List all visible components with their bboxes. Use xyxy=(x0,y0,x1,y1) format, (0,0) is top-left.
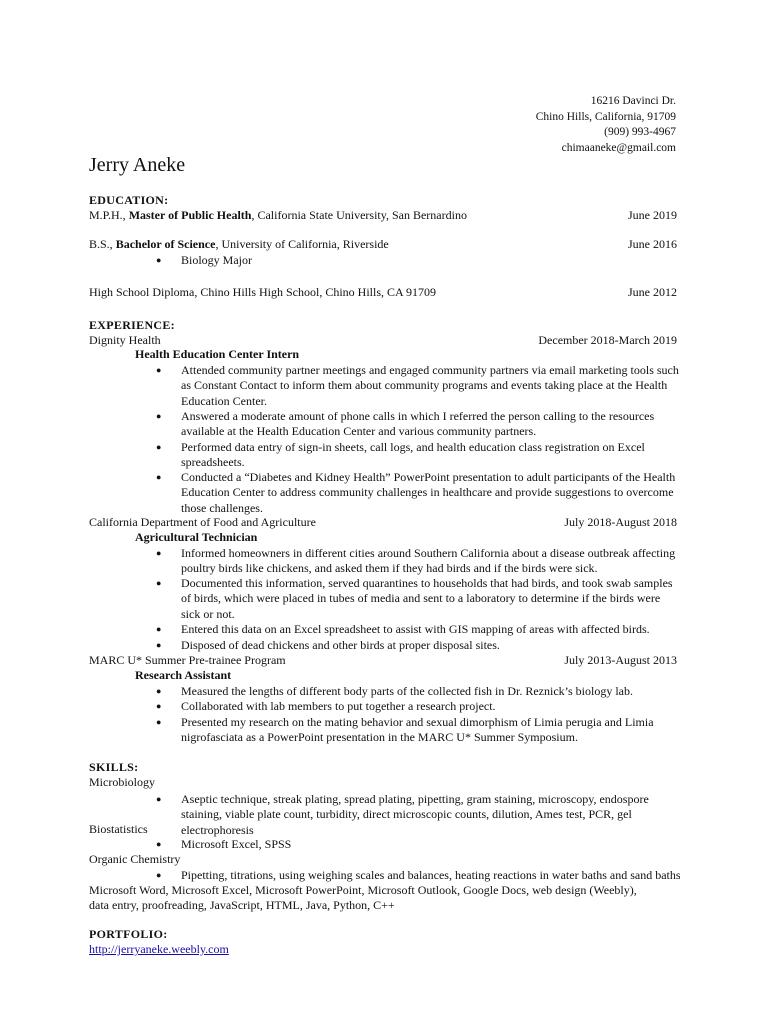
bs-prefix: B.S., xyxy=(89,237,116,251)
job-bullet xyxy=(156,699,681,714)
job-bullet xyxy=(156,576,681,622)
hs-text: High School Diploma, Chino Hills High School, Chino Hills, CA 91709 xyxy=(89,285,437,299)
software-skills-line-1: Microsoft Word, Microsoft Excel, Microsoft PowerPoint, Microsoft Outlook, Google Docs, web design (Weebly), xyxy=(89,883,637,897)
job-bullet xyxy=(156,684,681,699)
contact-street: 16216 Davinci Dr. xyxy=(590,95,676,107)
job-bullet-text: Conducted a “Diabetes and Kidney Health” PowerPoint presentation to adult participants of the Health Education Center to address community challenges in healthcare and provide suggestions to overcome those challenges. xyxy=(181,470,676,515)
portfolio-heading: PORTFOLIO: xyxy=(89,927,168,941)
bullet-icon: ● xyxy=(156,548,162,558)
skill-item-text: Pipetting, titrations, using weighing scales and balances, heating reactions in water baths and sand baths xyxy=(181,868,681,882)
bullet-icon: ● xyxy=(156,578,162,588)
job-bullet-text: Presented my research on the mating behavior and sexual dimorphism of Limia perugia and Limia nigrofasciata as a PowerPoint presentation in the MARC U* Summer Symposium. xyxy=(181,715,654,745)
bullet-icon: ● xyxy=(156,411,162,421)
bullet-icon: ● xyxy=(156,717,162,727)
skill-item xyxy=(156,868,681,883)
bullet-icon: ● xyxy=(156,624,162,634)
job-bullet xyxy=(156,409,681,440)
job-org: California Department of Food and Agriculture xyxy=(89,515,316,529)
job-bullet xyxy=(156,546,681,577)
job-bullet-text: Answered a moderate amount of phone calls in which I referred the person calling to the resources available at the Health Education Center and various community partners. xyxy=(181,409,655,439)
hs-date: June 2012 xyxy=(628,285,677,299)
contact-email: chimaaneke@gmail.com xyxy=(561,141,676,154)
bullet-icon: ● xyxy=(156,870,162,880)
skills-heading: SKILLS: xyxy=(89,760,139,774)
job-bullet-text: Disposed of dead chickens and other birds at proper disposal sites. xyxy=(181,638,500,652)
bullet-icon: ● xyxy=(156,365,162,375)
job-bullet-text: Informed homeowners in different cities around Southern California about a disease outbreak affecting poultry birds like chickens, and asked them if they had birds and if the birds were sick. xyxy=(181,546,676,576)
bs-school: , University of California, Riverside xyxy=(215,237,389,251)
contact-phone: (909) 993-4967 xyxy=(604,126,676,138)
skill-item xyxy=(156,837,681,852)
job-org: Dignity Health xyxy=(89,333,161,347)
mph-date: June 2019 xyxy=(628,208,677,222)
job-bullet xyxy=(156,638,681,653)
job-org: MARC U* Summer Pre-trainee Program xyxy=(89,653,286,667)
job-header xyxy=(89,515,677,530)
portfolio-link[interactable]: http://jerryaneke.weebly.com xyxy=(89,942,229,956)
skill-item-text: Aseptic technique, streak plating, spread plating, pipetting, gram staining, microscopy, endospore staining, viable plate count, turbidity, direct microscopic counts, dilution, Ames test, PCR, gel electrophoresis xyxy=(181,792,649,837)
job-bullet xyxy=(156,363,681,409)
job-bullet-text: Entered this data on an Excel spreadsheet to assist with GIS mapping of areas with affected birds. xyxy=(181,622,650,636)
education-hs xyxy=(89,285,677,300)
bullet-icon: ● xyxy=(156,839,162,849)
contact-city: Chino Hills, California, 91709 xyxy=(535,110,676,123)
education-mph xyxy=(89,208,677,223)
software-skills-line-2: data entry, proofreading, JavaScript, HTML, Java, Python, C++ xyxy=(89,898,395,912)
job-bullet xyxy=(156,715,681,746)
education-bs xyxy=(89,237,677,252)
job-dates: July 2018-August 2018 xyxy=(564,515,677,529)
skill-category-microbiology: Microbiology xyxy=(89,775,155,789)
job-bullet-text: Measured the lengths of different body parts of the collected fish in Dr. Reznick’s biology lab. xyxy=(181,684,633,698)
job-bullet-text: Performed data entry of sign-in sheets, call logs, and health education class registration on Excel spreadsheets. xyxy=(181,440,645,470)
bs-major: Biology Major xyxy=(181,253,252,267)
contact-block xyxy=(536,94,676,156)
mph-school: , California State University, San Bernardino xyxy=(251,208,467,222)
job-dates: December 2018-March 2019 xyxy=(538,333,677,347)
bullet-icon: ● xyxy=(156,640,162,650)
job-bullet xyxy=(156,622,681,637)
bullet-icon: ● xyxy=(156,255,162,265)
job-dates: July 2013-August 2013 xyxy=(564,653,677,667)
education-heading: EDUCATION: xyxy=(89,193,169,207)
bs-degree: Bachelor of Science xyxy=(115,237,216,251)
skill-category-organic-chemistry: Organic Chemistry xyxy=(89,852,181,866)
mph-degree: Master of Public Health xyxy=(128,208,252,222)
skill-item-text: Microsoft Excel, SPSS xyxy=(181,837,292,851)
job-bullet-text: Collaborated with lab members to put together a research project. xyxy=(181,699,496,713)
bullet-icon: ● xyxy=(156,686,162,696)
skill-item xyxy=(156,792,681,838)
job-bullet xyxy=(156,470,681,516)
experience-heading: EXPERIENCE: xyxy=(89,318,175,332)
skill-category-biostatistics: Biostatistics xyxy=(89,822,148,836)
bullet-icon: ● xyxy=(156,472,162,482)
job-role: Agricultural Technician xyxy=(135,530,258,544)
bullet-icon: ● xyxy=(156,701,162,711)
bs-date: June 2016 xyxy=(628,237,677,251)
candidate-name: Jerry Aneke xyxy=(89,154,186,176)
job-header xyxy=(89,653,677,668)
job-bullet-text: Attended community partner meetings and engaged community partners via email marketing tools such as Constant Contact to inform them about community programs and events taking place at the Health Education Center. xyxy=(181,363,679,408)
job-role: Research Assistant xyxy=(135,668,232,682)
bullet-icon: ● xyxy=(156,794,162,804)
job-header xyxy=(89,333,677,348)
job-bullet-text: Documented this information, served quarantines to households that had birds, and took swab samples of birds, which were placed in tubes of media and sent to a laboratory to determine if the birds were sick or not. xyxy=(181,576,673,621)
bullet-icon: ● xyxy=(156,442,162,452)
bs-major-item xyxy=(156,253,681,268)
mph-prefix: M.P.H., xyxy=(89,208,129,222)
job-role: Health Education Center Intern xyxy=(135,347,300,361)
job-bullet xyxy=(156,440,681,471)
